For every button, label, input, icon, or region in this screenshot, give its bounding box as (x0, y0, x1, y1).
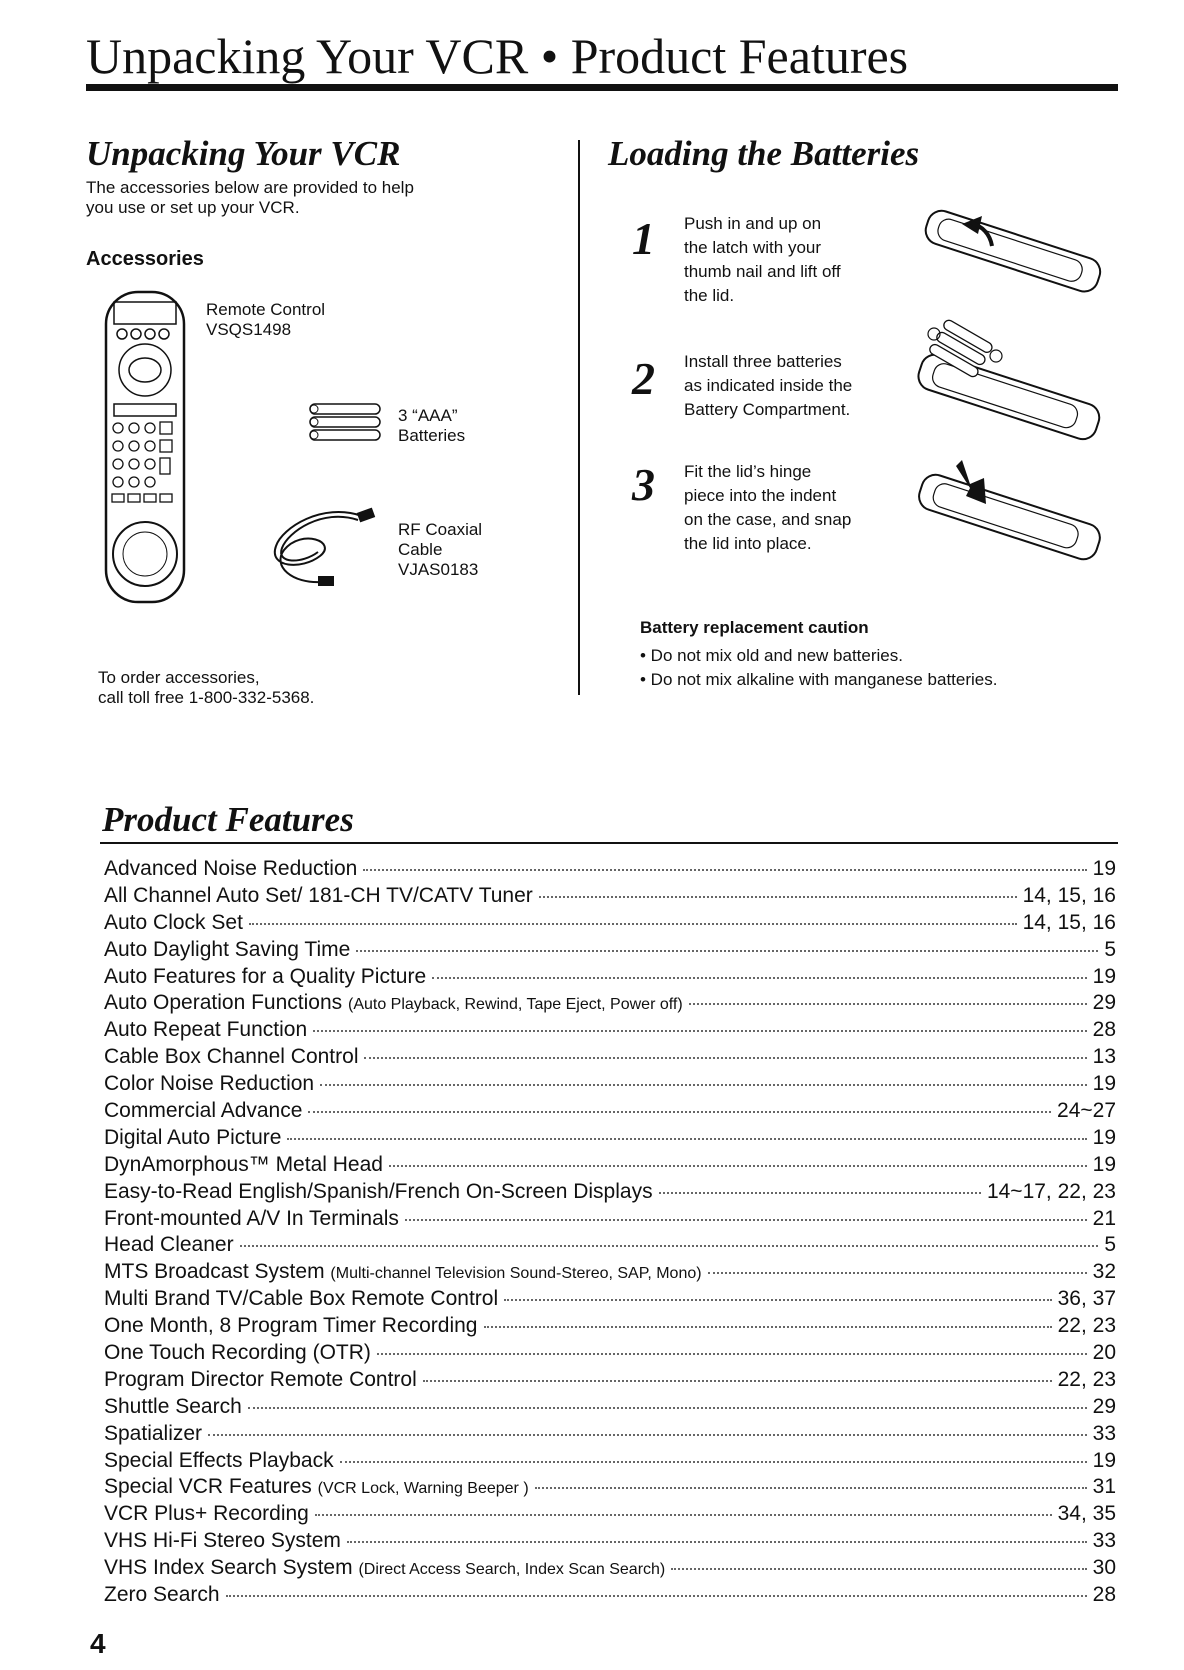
leader-dots (535, 1487, 1087, 1489)
feature-row (104, 1448, 1116, 1475)
feature-page-ref: 19 (1092, 964, 1116, 988)
leader-dots (315, 1514, 1052, 1516)
order-note-line: call toll free 1-800-332-5368. (98, 688, 315, 707)
coaxial-cable-illustration (262, 498, 382, 594)
order-note-line: To order accessories, (98, 668, 260, 687)
feature-title: Shuttle Search (104, 1394, 242, 1418)
feature-name (104, 1394, 242, 1421)
feature-name (104, 1367, 417, 1394)
item-line: RF Coaxial (398, 520, 483, 539)
feature-title: Zero Search (104, 1583, 220, 1607)
feature-row (104, 964, 1116, 991)
step-line: the latch with your (684, 238, 822, 257)
feature-name (104, 1017, 307, 1044)
feature-row (104, 937, 1116, 964)
leader-dots (405, 1219, 1087, 1221)
feature-page-ref: 24~27 (1057, 1099, 1116, 1123)
accessories-heading: Accessories (86, 248, 204, 270)
feature-page-ref: 30 (1092, 1556, 1116, 1580)
feature-page-ref: 34, 35 (1057, 1502, 1116, 1526)
feature-row (104, 1179, 1116, 1206)
feature-name (104, 1152, 383, 1179)
feature-page-ref: 19 (1092, 1448, 1116, 1472)
feature-page-ref: 19 (1092, 1152, 1116, 1176)
feature-title: Auto Repeat Function (104, 1018, 308, 1042)
feature-page-ref: 14~17, 22, 23 (986, 1179, 1116, 1203)
item-line: Batteries (398, 426, 466, 445)
caution-list (640, 644, 997, 692)
feature-page-ref: 14, 15, 16 (1022, 883, 1116, 907)
leader-dots (689, 1003, 1087, 1005)
feature-name (104, 1474, 529, 1503)
feature-title: MTS Broadcast System (104, 1260, 325, 1284)
step-1-text (684, 212, 841, 308)
order-note (98, 668, 314, 708)
leader-dots (504, 1299, 1051, 1301)
feature-title: DynAmorphous™ Metal Head (104, 1152, 383, 1176)
feature-page-ref: 36, 37 (1057, 1287, 1116, 1311)
feature-title: Program Director Remote Control (104, 1367, 417, 1391)
feature-row (104, 1501, 1116, 1528)
feature-name (104, 1286, 498, 1313)
step-number: 1 (632, 213, 655, 264)
feature-page-ref: 13 (1092, 1045, 1116, 1069)
feature-row (104, 1528, 1116, 1555)
feature-name (104, 1421, 202, 1448)
feature-row (104, 1313, 1116, 1340)
feature-title: Special VCR Features (104, 1475, 312, 1499)
step-number: 3 (632, 459, 655, 510)
feature-page-ref: 28 (1092, 1583, 1116, 1607)
step-1-illustration (912, 204, 1112, 304)
feature-row (104, 1152, 1116, 1179)
title-rule (86, 84, 1118, 91)
feature-row (104, 1125, 1116, 1152)
feature-name (104, 964, 426, 991)
leader-dots (320, 1084, 1087, 1086)
feature-title: Auto Clock Set (104, 910, 243, 934)
feature-title: Front-mounted A/V In Terminals (104, 1206, 399, 1230)
leader-dots (240, 1245, 1099, 1247)
feature-page-ref: 28 (1092, 1018, 1116, 1042)
leader-dots (313, 1030, 1087, 1032)
feature-page-ref: 19 (1092, 1072, 1116, 1096)
feature-name (104, 1582, 220, 1609)
feature-page-ref: 19 (1092, 1125, 1116, 1149)
step-3-text (684, 460, 851, 556)
feature-row (104, 1071, 1116, 1098)
features-list (104, 856, 1116, 1609)
feature-name (104, 1340, 371, 1367)
feature-row (104, 910, 1116, 937)
feature-subtitle: (VCR Lock, Warning Beeper ) (317, 1480, 529, 1498)
feature-page-ref: 5 (1104, 1233, 1116, 1257)
feature-title: All Channel Auto Set/ 181-CH TV/CATV Tuner (104, 883, 533, 907)
leader-dots (671, 1568, 1086, 1570)
page-number: 4 (90, 1628, 106, 1659)
feature-title: Cable Box Channel Control (104, 1045, 359, 1069)
feature-row (104, 1286, 1116, 1313)
feature-row (104, 1232, 1116, 1259)
feature-title: Advanced Noise Reduction (104, 857, 358, 880)
feature-title: Multi Brand TV/Cable Box Remote Control (104, 1287, 499, 1311)
step-line: Battery Compartment. (684, 400, 851, 419)
feature-page-ref: 14, 15, 16 (1022, 910, 1116, 934)
feature-name (104, 1206, 399, 1233)
feature-name (104, 1448, 334, 1475)
feature-subtitle: (Direct Access Search, Index Scan Search) (358, 1561, 666, 1579)
feature-row (104, 883, 1116, 910)
feature-page-ref: 32 (1092, 1260, 1116, 1284)
feature-row (104, 1367, 1116, 1394)
feature-title: Auto Features for a Quality Picture (104, 964, 427, 988)
leader-dots (347, 1541, 1087, 1543)
leader-dots (226, 1595, 1087, 1597)
feature-title: VHS Index Search System (104, 1556, 353, 1580)
feature-title: VCR Plus+ Recording (104, 1502, 309, 1526)
feature-title: Easy-to-Read English/Spanish/French On-Screen Displays (104, 1179, 653, 1203)
item-line: Remote Control (206, 300, 326, 319)
leader-dots (248, 1407, 1087, 1409)
features-heading: Product Features (102, 800, 354, 839)
feature-page-ref: 29 (1092, 1394, 1116, 1418)
feature-title: Digital Auto Picture (104, 1125, 282, 1149)
leader-dots (363, 869, 1086, 871)
feature-name (104, 856, 357, 883)
leader-dots (377, 1353, 1087, 1355)
leader-dots (356, 950, 1098, 952)
features-rule (100, 842, 1118, 844)
feature-title: VHS Hi-Fi Stereo System (104, 1529, 341, 1553)
feature-name (104, 1044, 358, 1071)
feature-page-ref: 5 (1104, 937, 1116, 961)
batteries-heading: Loading the Batteries (608, 134, 920, 173)
feature-name (104, 1125, 281, 1152)
feature-name (104, 883, 533, 910)
leader-dots (364, 1057, 1086, 1059)
feature-title: Auto Operation Functions (104, 991, 343, 1015)
step-line: on the case, and snap (684, 510, 852, 529)
feature-name (104, 1232, 234, 1259)
feature-page-ref: 20 (1092, 1341, 1116, 1365)
leader-dots (708, 1272, 1087, 1274)
batteries-label (398, 406, 465, 446)
feature-page-ref: 33 (1092, 1421, 1116, 1445)
feature-name (104, 1501, 309, 1528)
item-line: 3 “AAA” (398, 406, 458, 425)
feature-title: Auto Daylight Saving Time (104, 937, 351, 961)
leader-dots (659, 1192, 981, 1194)
leader-dots (249, 923, 1017, 925)
feature-row (104, 1394, 1116, 1421)
feature-name (104, 1071, 314, 1098)
feature-row (104, 990, 1116, 1017)
feature-name (104, 1313, 478, 1340)
feature-row (104, 1555, 1116, 1582)
intro-line: The accessories below are provided to help (86, 178, 414, 197)
feature-row (104, 1017, 1116, 1044)
leader-dots (539, 896, 1017, 898)
feature-title: One Touch Recording (OTR) (104, 1341, 371, 1365)
feature-page-ref: 31 (1092, 1475, 1116, 1499)
feature-row (104, 1340, 1116, 1367)
feature-row (104, 1474, 1116, 1501)
feature-row (104, 1421, 1116, 1448)
coaxial-cable-label (398, 520, 482, 580)
feature-page-ref: 33 (1092, 1529, 1116, 1553)
leader-dots (484, 1326, 1052, 1328)
leader-dots (423, 1380, 1052, 1382)
column-divider (578, 140, 580, 695)
step-line: the lid. (684, 286, 735, 305)
leader-dots (308, 1111, 1051, 1113)
feature-row (104, 856, 1116, 883)
step-line: as indicated inside the (684, 376, 853, 395)
leader-dots (432, 977, 1086, 979)
unpacking-heading: Unpacking Your VCR (86, 134, 401, 173)
feature-title: Head Cleaner (104, 1233, 234, 1257)
batteries-illustration (304, 402, 384, 444)
step-line: Push in and up on (684, 214, 822, 233)
step-line: Install three batteries (684, 352, 842, 371)
feature-name (104, 910, 243, 937)
feature-page-ref: 22, 23 (1057, 1314, 1116, 1338)
feature-name (104, 1098, 302, 1125)
feature-name (104, 937, 350, 964)
leader-dots (208, 1434, 1087, 1436)
remote-control-label (206, 300, 325, 340)
step-3-illustration (900, 458, 1112, 568)
feature-row (104, 1206, 1116, 1233)
intro-line: you use or set up your VCR. (86, 198, 300, 217)
caution-heading: Battery replacement caution (640, 618, 869, 637)
step-line: the lid into place. (684, 534, 812, 553)
feature-page-ref: 21 (1092, 1206, 1116, 1230)
unpacking-intro (86, 178, 414, 218)
step-number: 2 (632, 353, 655, 404)
feature-title: Commercial Advance (104, 1099, 303, 1123)
feature-title: Color Noise Reduction (104, 1072, 315, 1096)
feature-title: One Month, 8 Program Timer Recording (104, 1314, 478, 1338)
feature-row (104, 1098, 1116, 1125)
caution-item: • Do not mix old and new batteries. (640, 646, 903, 665)
feature-page-ref: 19 (1092, 857, 1116, 880)
feature-name (104, 1528, 341, 1555)
leader-dots (287, 1138, 1086, 1140)
feature-subtitle: (Multi-channel Television Sound-Stereo, SAP, Mono) (330, 1265, 702, 1283)
item-line: VJAS0183 (398, 560, 479, 579)
feature-row (104, 1044, 1116, 1071)
feature-page-ref: 29 (1092, 991, 1116, 1015)
page-title: Unpacking Your VCR • Product Features (86, 28, 909, 84)
leader-dots (340, 1461, 1087, 1463)
feature-row (104, 1582, 1116, 1609)
step-line: piece into the indent (684, 486, 837, 505)
item-line: VSQS1498 (206, 320, 292, 339)
step-2-text (684, 350, 852, 422)
step-2-illustration (900, 316, 1112, 446)
item-line: Cable (398, 540, 443, 559)
feature-page-ref: 22, 23 (1057, 1367, 1116, 1391)
feature-name (104, 1555, 665, 1584)
remote-control-illustration (100, 288, 190, 606)
step-line: thumb nail and lift off (684, 262, 841, 281)
feature-row (104, 1259, 1116, 1286)
feature-name (104, 1179, 653, 1206)
step-line: Fit the lid’s hinge (684, 462, 812, 481)
leader-dots (389, 1165, 1087, 1167)
caution-item: • Do not mix alkaline with manganese batteries. (640, 670, 998, 689)
feature-name (104, 990, 683, 1019)
feature-subtitle: (Auto Playback, Rewind, Tape Eject, Power off) (347, 996, 683, 1014)
feature-title: Spatializer (104, 1421, 203, 1445)
feature-title: Special Effects Playback (104, 1448, 334, 1472)
feature-name (104, 1259, 702, 1288)
